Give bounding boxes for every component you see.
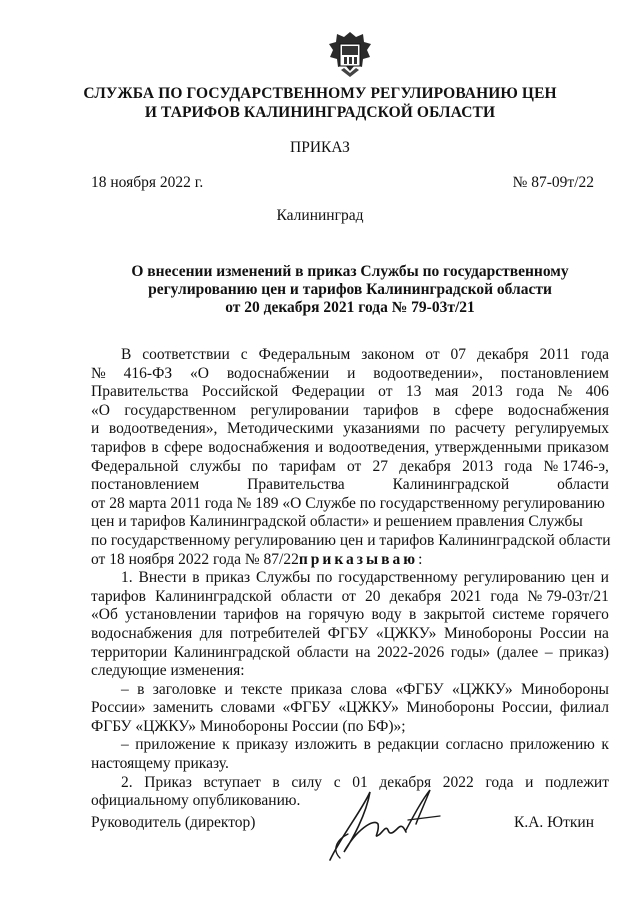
word: России, [501, 699, 553, 717]
agency-line-1: СЛУЖБА ПО ГОСУДАРСТВЕННОМУ РЕГУЛИРОВАНИЮ ЦЕН [83, 85, 557, 102]
word: – [121, 680, 129, 698]
word: года [580, 346, 609, 363]
word: законом [361, 346, 415, 363]
word: Калининградской [173, 643, 291, 661]
word: приложению [509, 736, 595, 754]
word: с [333, 773, 341, 791]
word: утвержденными [434, 438, 542, 456]
word: территории [91, 643, 168, 661]
word: 27 [372, 457, 389, 475]
word: – [121, 736, 129, 754]
text-line [91, 495, 609, 514]
word: от 28 марта 2011 года № 189 «О Службе по государственному регулированию [91, 494, 605, 512]
word: ФГБУ [327, 624, 369, 642]
word: от [378, 383, 393, 401]
agency-name [0, 84, 640, 122]
word: на [285, 606, 302, 624]
word: на [355, 643, 371, 661]
text-line [91, 606, 609, 625]
word: и [600, 569, 609, 587]
text-line [91, 365, 609, 384]
word: горячего [551, 606, 609, 624]
word: «О [91, 401, 110, 419]
word: регулированию [463, 569, 566, 587]
word: области [557, 476, 609, 494]
word: 2021 [450, 587, 482, 605]
word: по [429, 420, 446, 438]
word: приказа [290, 680, 343, 698]
word: 1. [121, 569, 133, 587]
word: системе [492, 606, 545, 624]
word: 01 [352, 773, 368, 791]
word: 2011 [539, 346, 571, 363]
text-line [91, 662, 609, 681]
word: Службы [256, 569, 311, 587]
text-line [91, 439, 609, 458]
word: водоснабжения [507, 401, 609, 419]
word: редакции [377, 736, 440, 754]
word: «О [189, 364, 209, 382]
text-fragment: от 18 ноября 2022 года № 87/22 [91, 550, 299, 568]
word: постановлением [91, 476, 200, 494]
text-line [91, 588, 609, 607]
word: тарифам [279, 457, 336, 475]
text-line [91, 458, 609, 477]
word: тарифов [91, 587, 146, 605]
word: приложение [135, 736, 216, 754]
word: изложить [294, 736, 358, 754]
word: в [272, 773, 280, 791]
city: Калининград [276, 207, 364, 224]
word: № 79-03т/21 [527, 587, 609, 605]
text-fragment: : [418, 550, 423, 568]
text-line [91, 513, 609, 532]
word: в [192, 569, 200, 587]
word: «ФГБУ [395, 680, 444, 698]
word: Приказ [144, 773, 192, 791]
word: «ЦЖКУ» [338, 699, 399, 717]
signatory-role: Руководитель (директор) [91, 814, 256, 831]
handwritten-signature [322, 780, 442, 870]
word: декабря [399, 457, 451, 475]
text-line [91, 551, 609, 570]
word: регулировании [250, 401, 350, 419]
word: водоснабжении [226, 364, 330, 382]
word: по [251, 457, 268, 475]
word: государственном [124, 401, 237, 419]
text-line [91, 644, 609, 663]
word: потребителей [230, 624, 321, 642]
word: Федеральным [258, 346, 351, 363]
word: № 1746-э, [543, 457, 609, 475]
word: «ЦЖКУ» [452, 680, 513, 698]
word: Российской [201, 383, 279, 401]
word: регулируемых [514, 420, 609, 438]
word: Минобороны [520, 680, 609, 698]
word: сфере [454, 401, 494, 419]
word: 2013 [462, 457, 494, 475]
word: в [363, 736, 371, 754]
word: указаниями [343, 420, 420, 438]
word: Внести [138, 569, 187, 587]
word: «ФГБУ [282, 699, 331, 717]
word: тексте [241, 680, 283, 698]
word: России» [91, 699, 146, 717]
word: декабря [476, 346, 529, 363]
word: мая [434, 383, 459, 401]
word: слова [350, 680, 388, 698]
word: Методическими [227, 420, 334, 438]
word: и [347, 364, 356, 382]
word: водоотведения, [328, 438, 430, 456]
word: 416-ФЗ [123, 364, 173, 382]
word: «ЦЖКУ» [375, 624, 437, 642]
word: вступает [203, 773, 261, 791]
word: постановлением [500, 364, 609, 382]
word: 2013 [471, 383, 503, 401]
word: цен [571, 569, 595, 587]
word: № [91, 364, 106, 382]
word: официальному опубликованию. [91, 792, 301, 810]
word: декабря [379, 773, 432, 791]
word: – [544, 643, 553, 661]
word: года [516, 383, 545, 401]
order-date: 18 ноября 2022 г. [91, 174, 204, 191]
word: по государственному регулированию цен и тарифов Калининградской области [91, 531, 611, 549]
word: для [199, 624, 223, 642]
word: заменить [152, 699, 214, 717]
word: закрытой [423, 606, 485, 624]
agency-line-2: И ТАРИФОВ КАЛИНИНГРАДСКОЙ ОБЛАСТИ [144, 104, 496, 121]
word: ФГБУ «ЦЖКУ» Минобороны России (по БФ)»; [91, 717, 406, 735]
word: от [347, 457, 362, 475]
word: 2022-2026 [377, 643, 445, 661]
word: годы» [450, 643, 491, 661]
word: водоснабжения [208, 438, 310, 456]
word: водоснабжения [91, 624, 193, 642]
text-line [91, 420, 609, 439]
signatory-name: К.А. Юткин [514, 814, 594, 831]
word: расчету [455, 420, 506, 438]
text-line [91, 625, 609, 644]
word: следующие изменения: [91, 662, 245, 680]
text-line [91, 532, 609, 551]
word: Правительства [247, 476, 345, 494]
word: цен и тарифов Калининградской области» и решением правления Службы [91, 513, 583, 531]
word: настоящему приказу. [91, 755, 229, 773]
order-subject [60, 263, 640, 317]
word: В [121, 346, 132, 363]
word: силу [291, 773, 323, 791]
order-keyword: приказываю [298, 550, 419, 568]
order-number: № 87-09т/22 [512, 174, 594, 191]
text-line [91, 569, 609, 588]
word: области [296, 643, 349, 661]
word: водоотведении», [373, 364, 483, 382]
word: и [314, 438, 324, 456]
word: 2022 [442, 773, 474, 791]
word: горячую [308, 606, 365, 624]
word: с [240, 346, 248, 363]
word: и [525, 773, 534, 791]
word: Правительства [91, 383, 189, 401]
text-line [91, 755, 609, 774]
text-line [91, 402, 609, 421]
word: государственному [338, 569, 458, 587]
word: на [593, 624, 609, 642]
word: Минобороны [443, 624, 532, 642]
word: к [222, 736, 230, 754]
text-line [91, 476, 609, 495]
word: от [425, 346, 440, 363]
word: года [504, 457, 533, 475]
word: России [539, 624, 587, 642]
word: декабря [389, 587, 442, 605]
word: Минобороны [406, 699, 495, 717]
subject-line-2: регулированию цен и тарифов Калининградской области [148, 281, 552, 298]
word: приказу [236, 736, 289, 754]
word: словами [220, 699, 276, 717]
text-line [91, 718, 609, 737]
word: 2. [121, 773, 133, 791]
word: в [151, 438, 159, 456]
text-line [91, 681, 609, 700]
word: филиал [559, 699, 609, 717]
word: согласно [445, 736, 504, 754]
word: приказом [547, 438, 609, 456]
word: года [485, 773, 514, 791]
word: по [316, 569, 333, 587]
word: (далее [496, 643, 539, 661]
text-line [91, 699, 609, 718]
word: Калининградской [392, 476, 510, 494]
word: к [601, 736, 609, 754]
word: Калининградской [155, 587, 272, 605]
word: тарифов [91, 438, 146, 456]
word: и [91, 420, 100, 438]
word: водоотведения», [108, 420, 218, 438]
word: от [341, 587, 356, 605]
word: приказ [205, 569, 251, 587]
word: 07 [450, 346, 467, 363]
order-body [91, 346, 609, 811]
word: № [557, 383, 573, 401]
word: в [137, 680, 145, 698]
document-type: ПРИКАЗ [290, 139, 350, 156]
word: области [280, 587, 333, 605]
word: подлежит [545, 773, 609, 791]
word: «Об [91, 606, 118, 624]
word: Федерации [291, 383, 365, 401]
word: службы [189, 457, 241, 475]
word: Федеральной [91, 457, 179, 475]
word: тарифов [223, 606, 279, 624]
word: воду [371, 606, 402, 624]
word: в [408, 606, 417, 624]
word: 406 [585, 383, 609, 401]
word: сфере [164, 438, 203, 456]
text-line [91, 736, 609, 755]
text-line [91, 383, 609, 402]
word: установлении [125, 606, 217, 624]
coat-of-arms-icon [327, 30, 373, 80]
word: соответствии [142, 346, 230, 363]
word: в [432, 401, 441, 419]
word: заголовке [152, 680, 217, 698]
word: и [224, 680, 233, 698]
word: 13 [405, 383, 422, 401]
word: года [490, 587, 519, 605]
word: 20 [365, 587, 381, 605]
subject-line-3: от 20 декабря 2021 года № 79-03т/21 [225, 299, 475, 316]
subject-line-1: О внесении изменений в приказ Службы по государственному [131, 263, 569, 280]
word: приказ) [559, 643, 609, 661]
text-line [91, 346, 609, 365]
word: тарифов [363, 401, 419, 419]
